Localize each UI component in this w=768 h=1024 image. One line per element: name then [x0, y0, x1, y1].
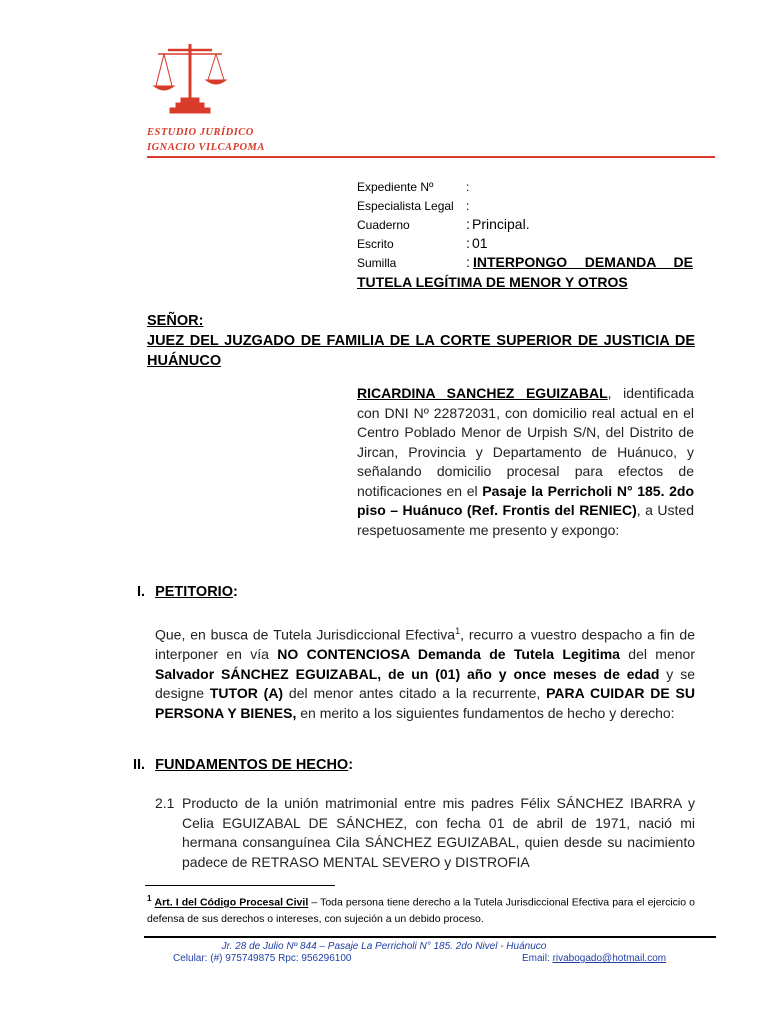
petitorio-bold-4: PARA CUIDAR DE SU PERSONA Y BIENES, — [155, 685, 696, 722]
footer-phones: Celular: (#) 975749875 Rpc: 956296100 — [173, 953, 352, 964]
petitorio-text-1: Que, en busca de Tutela Jurisdiccional Efectiva — [155, 626, 456, 643]
section-1-heading — [137, 584, 238, 600]
footnote — [147, 891, 695, 927]
item-2-1-number: 2.1 — [155, 795, 175, 811]
cuaderno-colon: : — [466, 216, 470, 232]
petitorio-paragraph — [155, 622, 695, 724]
petitorio-bold-3: TUTOR (A) — [209, 685, 284, 702]
footer-email — [522, 953, 666, 964]
logo-text-line2: IGNACIO VILCAPOMA — [147, 142, 265, 153]
section-1-number: I. — [137, 584, 146, 600]
footnote-rule — [145, 885, 335, 886]
cuaderno-value: Principal. — [472, 216, 530, 232]
section-2-heading — [133, 757, 353, 773]
addressee-block — [147, 311, 695, 371]
sumilla-value: INTERPONGO DEMANDA DE TUTELA LEGÍTIMA DE MENOR Y OTROS — [357, 254, 693, 290]
cuaderno-label: Cuaderno — [357, 218, 410, 232]
especialista-colon: : — [466, 199, 470, 213]
petitorio-text-4: y se designe — [155, 665, 695, 702]
sumilla-label: Sumilla — [357, 256, 397, 270]
petitorio-text-3: del menor — [619, 646, 695, 663]
footer-address: Jr. 28 de Julio Nº 844 – Pasaje La Perricholi N° 185. 2do Nivel - Huánuco — [221, 941, 547, 952]
logo-text-line1: ESTUDIO JURÍDICO — [147, 127, 254, 138]
section-2-title: FUNDAMENTOS DE HECHO — [155, 757, 349, 773]
escrito-value: 01 — [472, 235, 488, 251]
petitorio-text-6: en merito a los siguientes fundamentos de hecho y derecho: — [296, 705, 675, 722]
petitorio-text-2: , recurro a vuestro despacho a fin de interponer en vía — [155, 626, 695, 663]
juez-heading: JUEZ DEL JUZGADO DE FAMILIA DE LA CORTE SUPERIOR DE JUSTICIA DE HUÁNUCO — [147, 333, 695, 369]
section-1-title: PETITORIO — [155, 584, 233, 600]
plaintiff-name: RICARDINA SANCHEZ EGUIZABAL — [357, 385, 608, 401]
item-2-1-text: Producto de la unión matrimonial entre mis padres Félix SÁNCHEZ IBARRA y Celia EGUIZABAL DE SÁNCHEZ, con fecha 01 de abril de 1971, nació mi hermana consanguínea Cila SÁNCHEZ EGUIZABAL, quien desde su nacimiento padece de RETRASO MENTAL SEVERO y DISTROFIA — [182, 795, 695, 870]
senor-heading: SEÑOR: — [147, 313, 204, 329]
email-link[interactable]: rivabogado@hotmail.com — [552, 953, 667, 964]
footnote-number: 1 — [147, 894, 152, 903]
footnote-ref: 1 — [455, 626, 461, 636]
escrito-label: Escrito — [357, 237, 394, 251]
intro-text-1: , identificada con DNI Nº 22872031, con domicilio real actual en el Centro Poblado Menor de Urpish S/N, del Distrito de Jircan, Provincia y Departamento de Huánuco, y señalando domicilio procesal para efectos de notificaciones en el — [357, 385, 694, 499]
scales-of-justice-logo — [150, 40, 230, 120]
petitorio-bold-2: Salvador SÁNCHEZ EGUIZABAL, de un (01) año y once meses de edad — [155, 665, 660, 682]
section-2-colon: : — [348, 757, 354, 773]
intro-paragraph — [357, 384, 694, 540]
footnote-ref-title: Art. I del Código Procesal Civil — [154, 896, 309, 909]
section-2-number: II. — [133, 757, 146, 773]
header-divider — [147, 156, 715, 158]
item-2-1 — [155, 794, 695, 872]
footnote-text: – Toda persona tiene derecho a la Tutela Jurisdiccional Efectiva para el ejercicio o defensa de sus derechos o intereses, con sujeción a un debido proceso. — [147, 896, 696, 925]
expediente-label: Expediente Nº — [357, 180, 434, 194]
intro-text-2: , a Usted respetuosamente me presento y expongo: — [357, 502, 694, 538]
expediente-colon: : — [466, 180, 470, 194]
petitorio-text-5: del menor antes citado a la recurrente, — [283, 685, 547, 702]
section-1-colon: : — [232, 584, 238, 600]
footer-email-label: Email: — [522, 953, 553, 964]
procedural-address: Pasaje la Perricholi N° 185. 2do piso – Huánuco (Ref. Frontis del RENIEC) — [357, 482, 695, 518]
escrito-colon: : — [466, 235, 470, 251]
petitorio-bold-1: NO CONTENCIOSA Demanda de Tutela Legitima — [277, 646, 620, 663]
sumilla-colon: : — [466, 254, 470, 270]
footer-divider — [144, 936, 716, 938]
especialista-label: Especialista Legal — [357, 199, 454, 213]
